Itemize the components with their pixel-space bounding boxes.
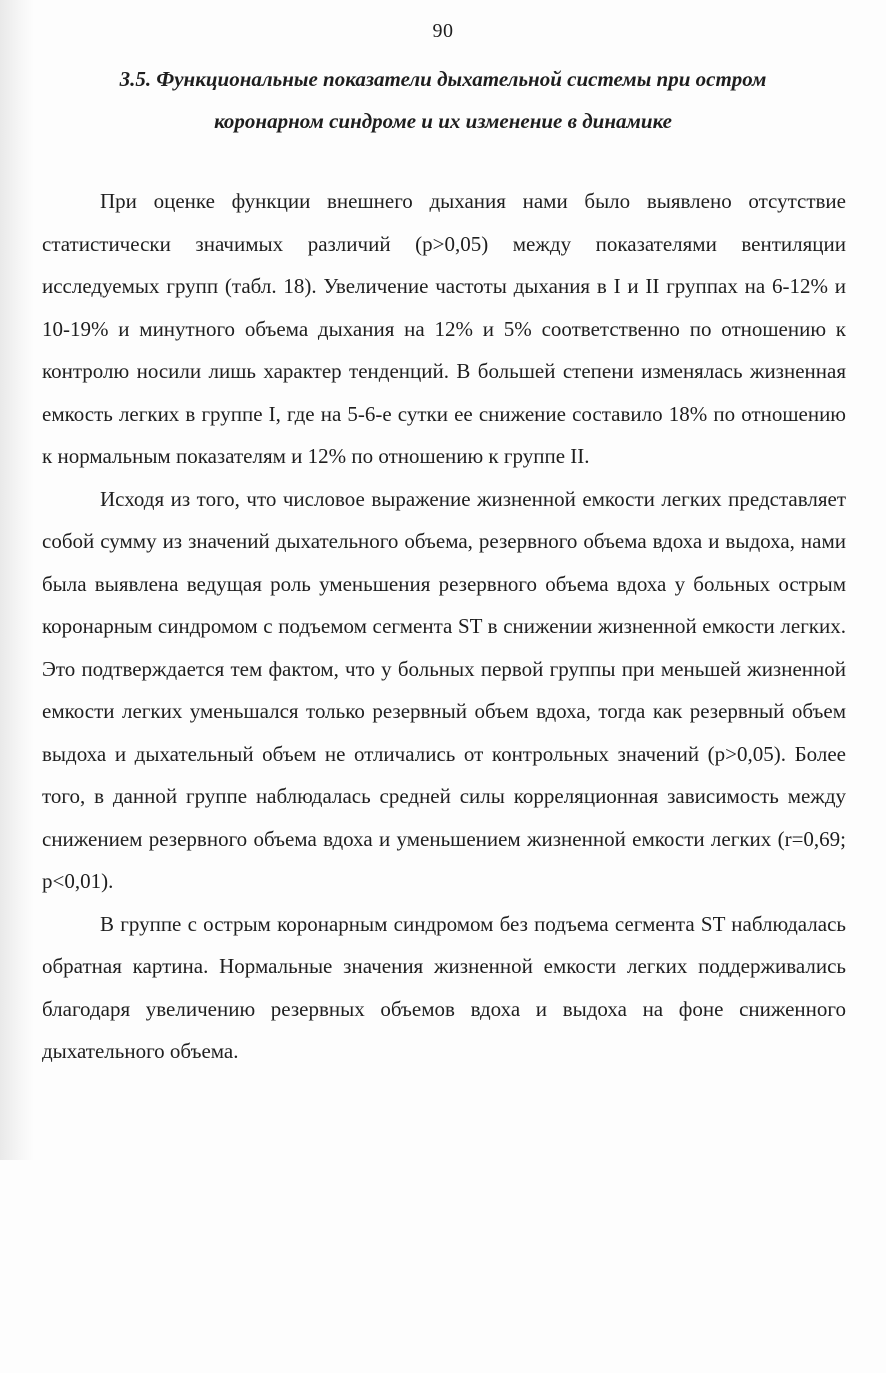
- paragraph-3: В группе с острым коронарным синдромом без подъема сегмента ST наблюдалась обратная картина. Нормальные значения жизненной емкости легких поддерживались благодаря увеличению резервных объемов вдоха и выдоха на фоне сниженного дыхательного объема.: [42, 911, 846, 1063]
- paragraph-1: При оценке функции внешнего дыхания нами было выявлено отсутствие статистически значимых различий (p>0,05) между показателями вентиляции исследуемых групп (табл. 18). Увеличение частоты дыхания в I и II группах на 6-12% и 10-19% и минутного объема дыхания на 12% и 5% соответственно по отношению к контролю носили лишь характер тенденций. В большей степени изменялась жизненная емкость легких в группе I, где на 5-6-е сутки ее снижение составило 18% по отношению к нормальным показателям и 12% по отношению к группе II.: [42, 189, 846, 468]
- scan-shadow: [0, 0, 34, 1160]
- section-title-line-1: 3.5. Функциональные показатели дыхательной системы при остром: [119, 67, 767, 91]
- paragraph-2: Исходя из того, что числовое выражение жизненной емкости легких представляет собой сумму из значений дыхательного объема, резервного объема вдоха и выдоха, нами была выявлена ведущая роль уменьшения резервного объема вдоха у больных острым коронарным синдромом с подъемом сегмента ST в снижении жизненной емкости легких. Это подтверждается тем фактом, что у больных первой группы при меньшей жизненной емкости легких уменьшался только резервный объем вдоха, тогда как резервный объем выдоха и дыхательный объем не отличались от контрольных значений (p>0,05). Более того, в данной группе наблюдалась средней силы корреляционная зависимость между снижением резервного объема вдоха и уменьшением жизненной емкости легких (r=0,69; p<0,01).: [42, 486, 846, 893]
- section-title-line-2: коронарном синдроме и их изменение в динамике: [214, 109, 672, 133]
- page-number: 90: [432, 20, 454, 42]
- body-text: [42, 180, 846, 1073]
- section-title: [60, 58, 826, 142]
